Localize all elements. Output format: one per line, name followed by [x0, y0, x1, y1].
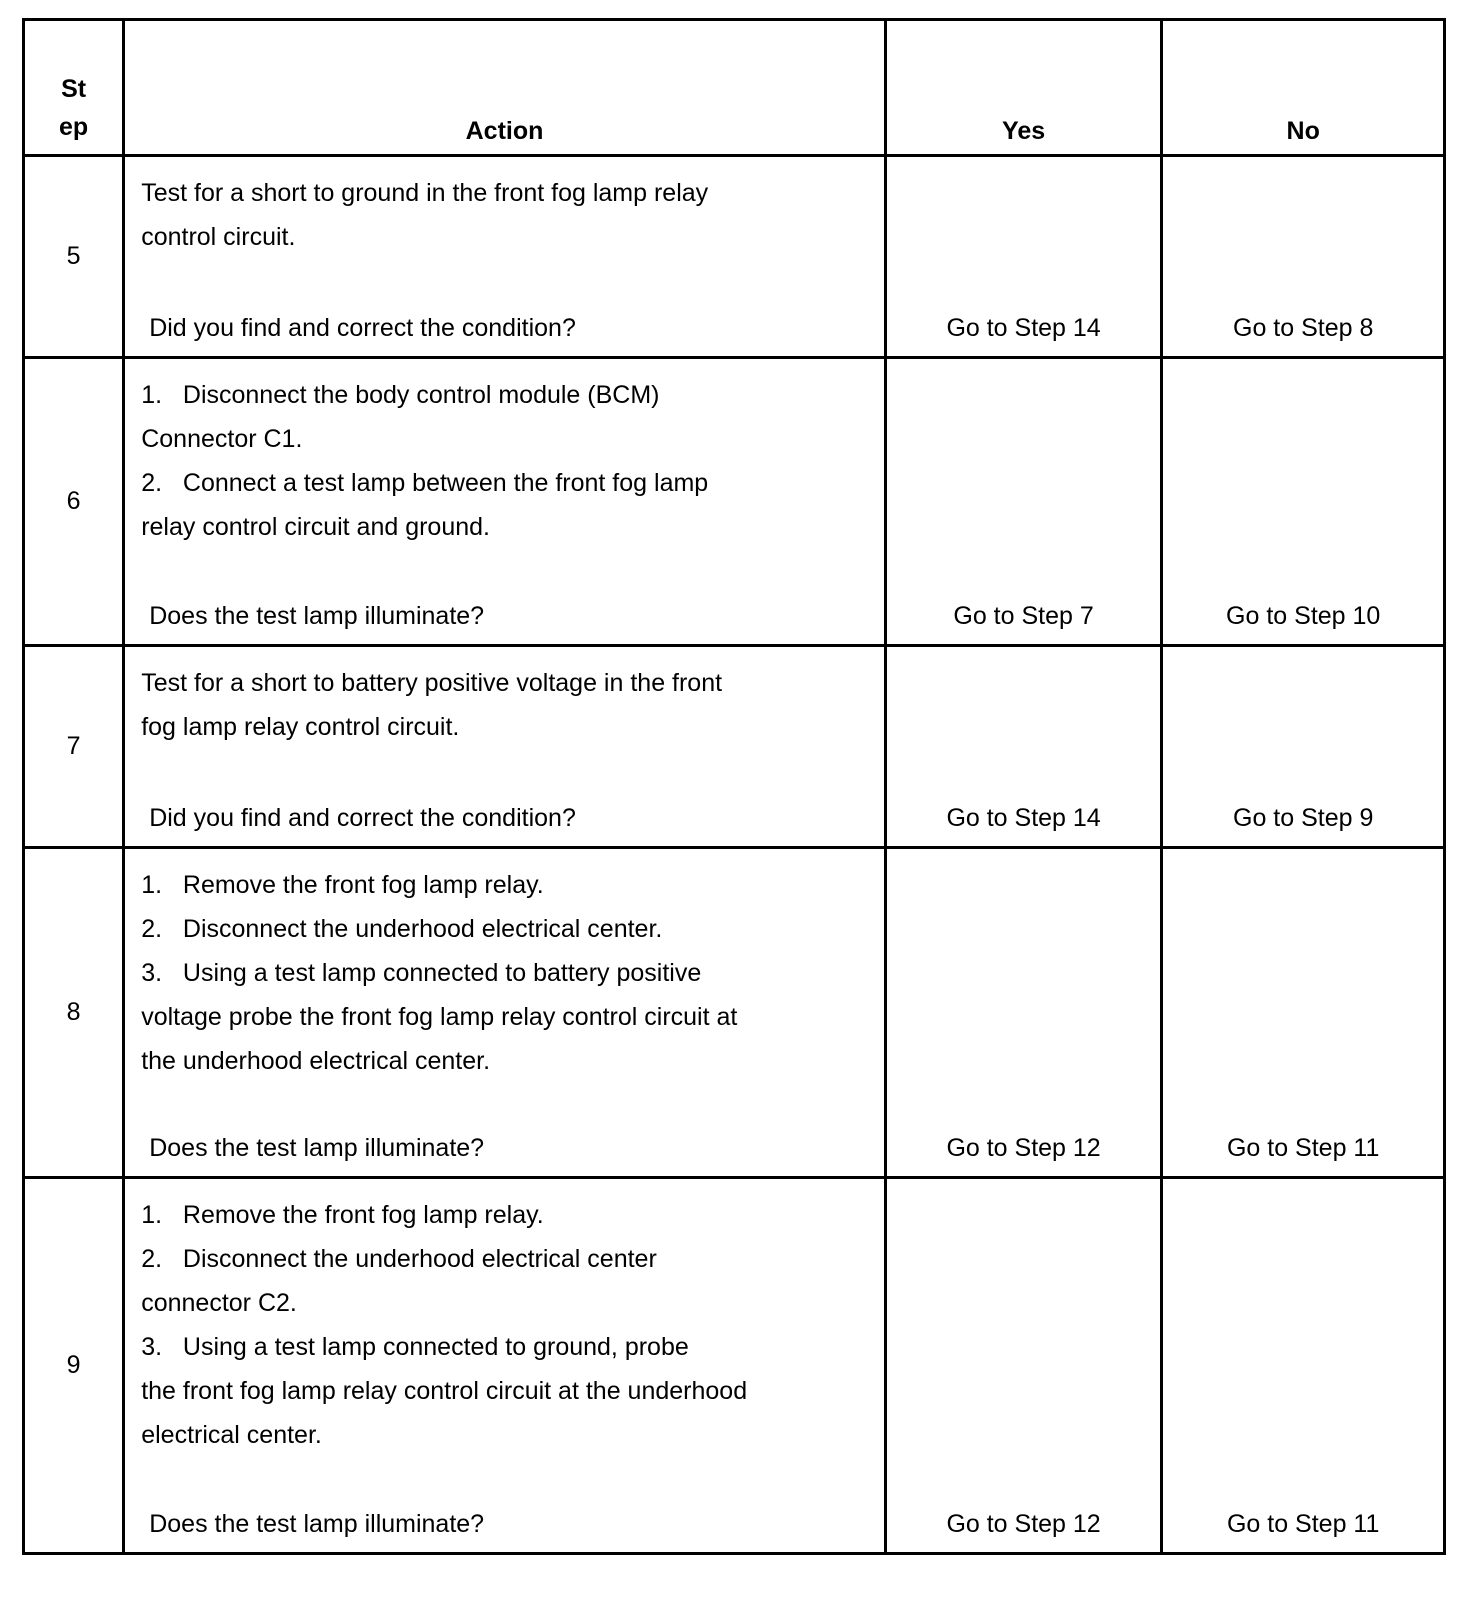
no-answer: Go to Step 10: [1226, 602, 1381, 630]
action-line: 1. Disconnect the body control module (BCM): [141, 381, 660, 409]
action-line: relay control circuit and ground.: [141, 513, 490, 541]
action-line: connector C2.: [141, 1289, 297, 1317]
action-question: Does the test lamp illuminate?: [149, 1134, 485, 1162]
action-cell: [124, 358, 886, 646]
yes-cell: [885, 156, 1162, 358]
yes-answer: Go to Step 7: [953, 602, 1094, 630]
yes-answer: Go to Step 14: [946, 314, 1101, 342]
step-number: 6: [24, 358, 124, 646]
action-line: 2. Disconnect the underhood electrical center: [141, 1245, 657, 1273]
action-line: 2. Connect a test lamp between the front fog lamp: [141, 469, 709, 497]
table-body: [24, 156, 1445, 1554]
no-answer: Go to Step 11: [1226, 1134, 1380, 1162]
action-line: the front fog lamp relay control circuit at the underhood: [141, 1377, 748, 1405]
action-question: Does the test lamp illuminate?: [149, 602, 485, 630]
action-cell: [124, 1178, 886, 1554]
no-cell: [1162, 156, 1445, 358]
action-line: fog lamp relay control circuit.: [141, 713, 460, 741]
action-line: Test for a short to ground in the front fog lamp relay: [141, 179, 709, 207]
no-answer: Go to Step 8: [1233, 314, 1374, 342]
header-step: St ep: [24, 20, 124, 156]
action-line: voltage probe the front fog lamp relay control circuit at: [141, 1003, 738, 1031]
yes-answer: Go to Step 14: [946, 804, 1101, 832]
yes-answer: Go to Step 12: [946, 1510, 1101, 1538]
action-line: the underhood electrical center.: [141, 1047, 491, 1075]
no-answer: Go to Step 11: [1226, 1510, 1380, 1538]
step-number: 5: [24, 156, 124, 358]
action-cell: [124, 646, 886, 848]
yes-cell: [885, 1178, 1162, 1554]
action-cell: [124, 848, 886, 1178]
yes-answer: Go to Step 12: [946, 1134, 1101, 1162]
no-cell: [1162, 1178, 1445, 1554]
action-line: 3. Using a test lamp connected to ground, probe: [141, 1333, 689, 1361]
header-row: [24, 20, 1445, 156]
action-line: 3. Using a test lamp connected to battery positive: [141, 959, 702, 987]
action-question: Did you find and correct the condition?: [149, 804, 576, 832]
action-line: 2. Disconnect the underhood electrical center.: [141, 915, 663, 943]
header-no: No: [1162, 20, 1445, 156]
table-row: [24, 358, 1445, 646]
action-line: 1. Remove the front fog lamp relay.: [141, 871, 544, 899]
no-cell: [1162, 848, 1445, 1178]
no-cell: [1162, 646, 1445, 848]
table-row: [24, 848, 1445, 1178]
header-yes: Yes: [885, 20, 1162, 156]
action-cell: [124, 156, 886, 358]
action-line: 1. Remove the front fog lamp relay.: [141, 1201, 544, 1229]
table-row: [24, 156, 1445, 358]
action-question: Does the test lamp illuminate?: [149, 1510, 485, 1538]
action-question: Did you find and correct the condition?: [149, 314, 576, 342]
table-row: [24, 1178, 1445, 1554]
step-number: 7: [24, 646, 124, 848]
action-line: Test for a short to battery positive voltage in the front: [141, 669, 723, 697]
action-line: electrical center.: [141, 1421, 322, 1449]
table-row: [24, 646, 1445, 848]
diagnostic-table: [22, 18, 1446, 1555]
action-line: control circuit.: [141, 223, 296, 251]
action-line: Connector C1.: [141, 425, 303, 453]
step-number: 8: [24, 848, 124, 1178]
header-action: Action: [124, 20, 886, 156]
step-number: 9: [24, 1178, 124, 1554]
no-cell: [1162, 358, 1445, 646]
yes-cell: [885, 848, 1162, 1178]
no-answer: Go to Step 9: [1233, 804, 1374, 832]
yes-cell: [885, 646, 1162, 848]
yes-cell: [885, 358, 1162, 646]
